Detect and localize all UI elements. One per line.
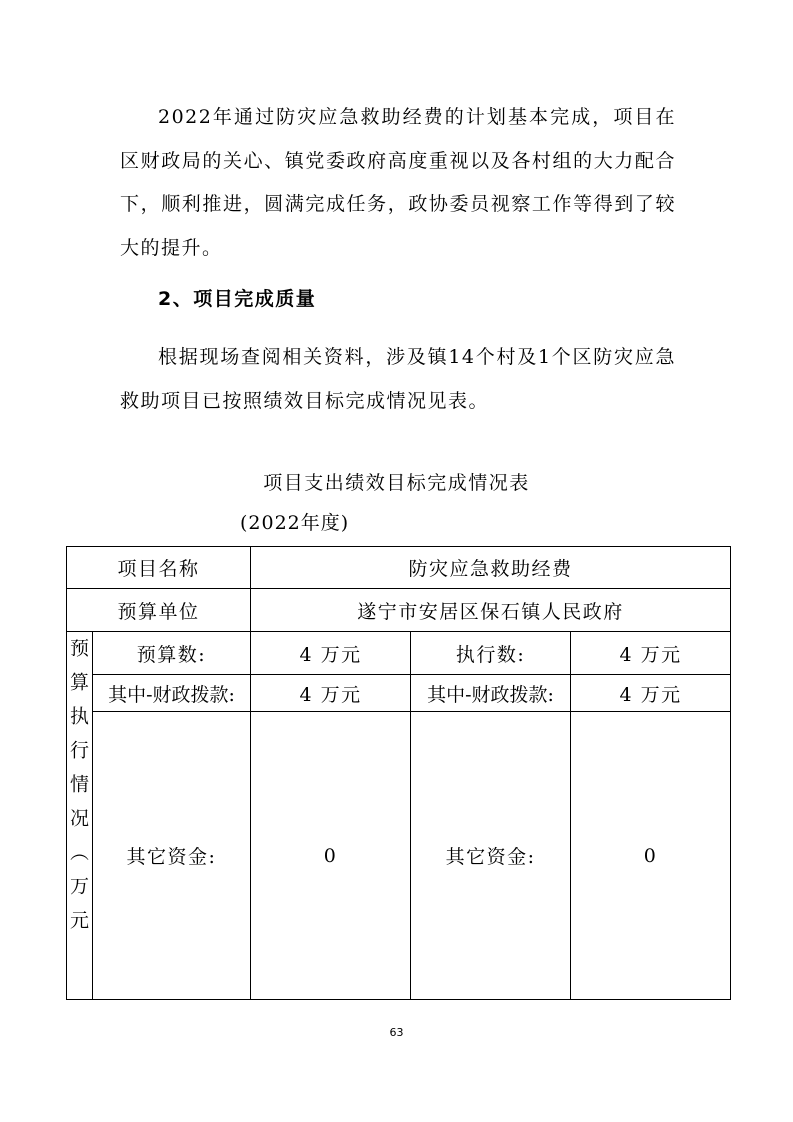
fiscal-label-left: 其中-财政拨款: [93,675,251,712]
budget-unit-label: 预算单位 [67,589,251,632]
project-name-value: 防灾应急救助经费 [251,547,731,589]
body-paragraph-1: 2022年通过防灾应急救助经费的计划基本完成，项目在区财政局的关心、镇党委政府高度重视以及各村组的大力配合下，顺利推进，圆满完成任务，政协委员视察工作等得到了较大的提升。 [120,106,676,259]
table-title: 项目支出绩效目标完成情况表 [263,472,530,494]
budget-execution-side-label: 预算执行情况（万元 [67,632,93,1000]
other-funds-label-left: 其它资金: [93,712,251,1000]
body-paragraph-2: 根据现场查阅相关资料，涉及镇14个村及1个区防灾应急救助项目已按照绩效目标完成情况见表。 [120,346,676,412]
fiscal-label-right: 其中-财政拨款: [411,675,571,712]
executed-value: 4 万元 [571,632,731,675]
table-row [67,632,731,675]
table-year: (2022年度) [240,512,350,534]
executed-label: 执行数: [411,632,571,675]
project-name-label: 项目名称 [67,547,251,589]
page-number: 63 [389,1026,404,1039]
performance-table [66,546,731,1000]
section-heading: 2、项目完成质量 [158,288,317,310]
fiscal-value-left: 4 万元 [251,675,411,712]
table-row [67,675,731,712]
budget-value: 4 万元 [251,632,411,675]
other-funds-value-right: 0 [571,712,731,1000]
table-row [67,547,731,589]
budget-label: 预算数: [93,632,251,675]
budget-unit-value: 遂宁市安居区保石镇人民政府 [251,589,731,632]
table-row [67,589,731,632]
fiscal-value-right: 4 万元 [571,675,731,712]
table-row [67,712,731,1000]
other-funds-value-left: 0 [251,712,411,1000]
other-funds-label-right: 其它资金: [411,712,571,1000]
